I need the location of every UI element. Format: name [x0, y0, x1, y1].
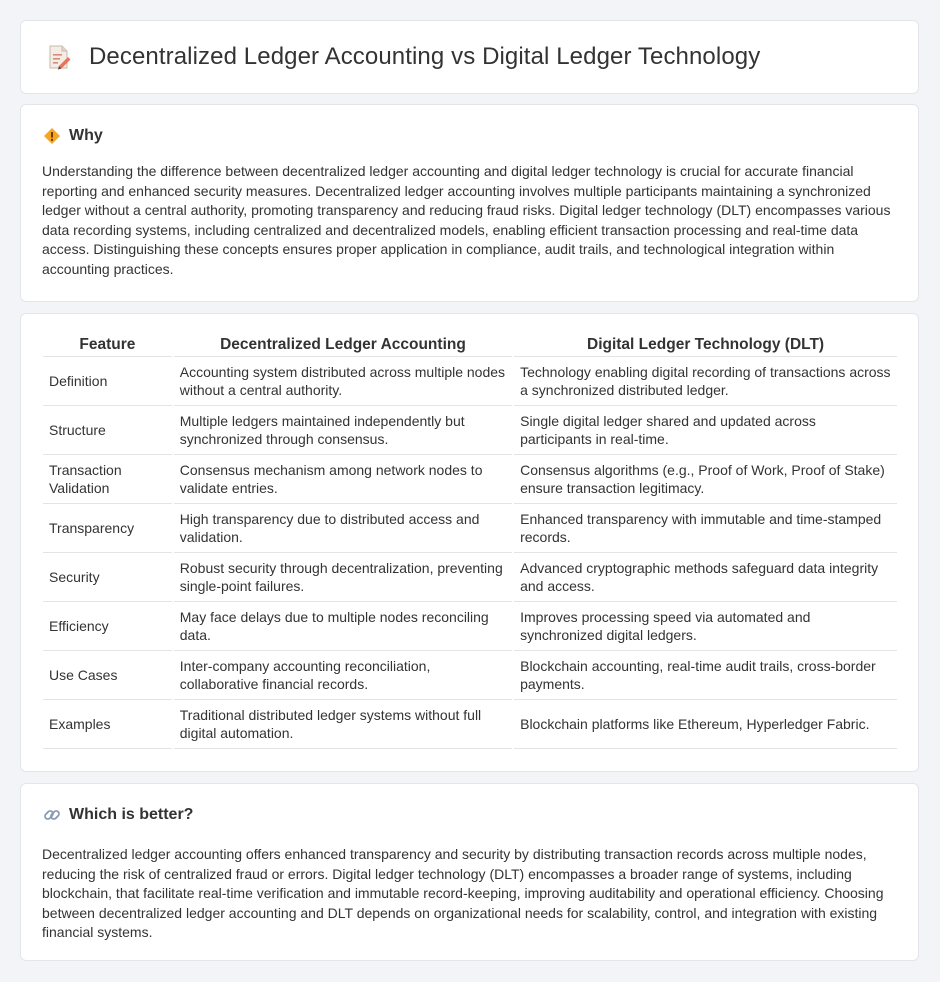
dlt-cell: Enhanced transparency with immutable and time-stamped records.	[514, 504, 897, 553]
decentralized-cell: Traditional distributed ledger systems without full digital automation.	[174, 700, 512, 749]
table-row	[43, 553, 897, 602]
title-row	[47, 43, 760, 71]
decentralized-cell: Consensus mechanism among network nodes to validate entries.	[174, 455, 512, 504]
header-card	[20, 20, 919, 94]
decentralized-cell: Multiple ledgers maintained independently but synchronized through consensus.	[174, 406, 512, 455]
table-row	[43, 700, 897, 749]
dlt-cell: Blockchain accounting, real-time audit trails, cross-border payments.	[514, 651, 897, 700]
table-row	[43, 455, 897, 504]
diamond-sign-icon	[43, 127, 61, 145]
feature-cell: Use Cases	[43, 651, 172, 700]
better-body: Decentralized ledger accounting offers enhanced transparency and security by distributing transaction records across multiple nodes, reducing the risk of centralized fraud or errors. Digital ledger technology (DLT) encompasses a broader range of systems, including blockchain, that facilitate real-time verification and immutable record-keeping, improving auditability and operational efficiency. Choosing between decentralized ledger accounting and DLT depends on organizational needs for scalability, control, and integration with existing financial systems.	[42, 846, 884, 940]
better-heading	[43, 806, 193, 824]
dlt-cell: Consensus algorithms (e.g., Proof of Work, Proof of Stake) ensure transaction legitimacy.	[514, 455, 897, 504]
feature-cell: Structure	[43, 406, 172, 455]
table-row	[43, 651, 897, 700]
better-title: Which is better?	[69, 806, 194, 823]
header-feature: Feature	[43, 336, 172, 357]
comparison-section	[20, 313, 919, 772]
why-section	[20, 104, 919, 302]
feature-cell: Efficiency	[43, 602, 172, 651]
feature-cell: Definition	[43, 357, 172, 406]
decentralized-cell: Inter-company accounting reconciliation, collaborative financial records.	[174, 651, 512, 700]
dlt-cell: Single digital ledger shared and updated across participants in real-time.	[514, 406, 897, 455]
page-title: Decentralized Ledger Accounting vs Digital Ledger Technology	[89, 43, 761, 70]
header-decentralized: Decentralized Ledger Accounting	[174, 336, 512, 357]
table-row	[43, 602, 897, 651]
feature-cell: Examples	[43, 700, 172, 749]
decentralized-cell: May face delays due to multiple nodes reconciling data.	[174, 602, 512, 651]
dlt-cell: Technology enabling digital recording of transactions across a synchronized distributed ledger.	[514, 357, 897, 406]
link-icon	[43, 806, 61, 824]
table-row	[43, 406, 897, 455]
feature-cell: Transparency	[43, 504, 172, 553]
table-row	[43, 504, 897, 553]
table-row	[43, 357, 897, 406]
table-header-row	[43, 336, 897, 357]
feature-cell: Transaction Validation	[43, 455, 172, 504]
decentralized-cell: Robust security through decentralization, preventing single-point failures.	[174, 553, 512, 602]
document-edit-icon	[47, 44, 71, 70]
decentralized-cell: High transparency due to distributed access and validation.	[174, 504, 512, 553]
feature-cell: Security	[43, 553, 172, 602]
why-heading	[43, 127, 103, 145]
dlt-cell: Improves processing speed via automated and synchronized digital ledgers.	[514, 602, 897, 651]
why-body: Understanding the difference between decentralized ledger accounting and digital ledger technology is crucial for accurate financial reporting and enhanced security measures. Decentralized ledger accounting involves multiple participants maintaining a synchronized ledger without a central authority, promoting transparency and reducing fraud risks. Digital ledger technology (DLT) encompasses various data recording systems, including centralized and decentralized models, enabling efficient transaction processing and real-time data access. Distinguishing these concepts ensures proper application in compliance, audit trails, and technological integration within accounting practices.	[42, 163, 891, 277]
header-dlt: Digital Ledger Technology (DLT)	[514, 336, 897, 357]
dlt-cell: Blockchain platforms like Ethereum, Hyperledger Fabric.	[514, 700, 897, 749]
comparison-table	[41, 336, 899, 749]
decentralized-cell: Accounting system distributed across multiple nodes without a central authority.	[174, 357, 512, 406]
better-section	[20, 783, 919, 961]
why-title: Why	[69, 127, 103, 144]
dlt-cell: Advanced cryptographic methods safeguard data integrity and access.	[514, 553, 897, 602]
